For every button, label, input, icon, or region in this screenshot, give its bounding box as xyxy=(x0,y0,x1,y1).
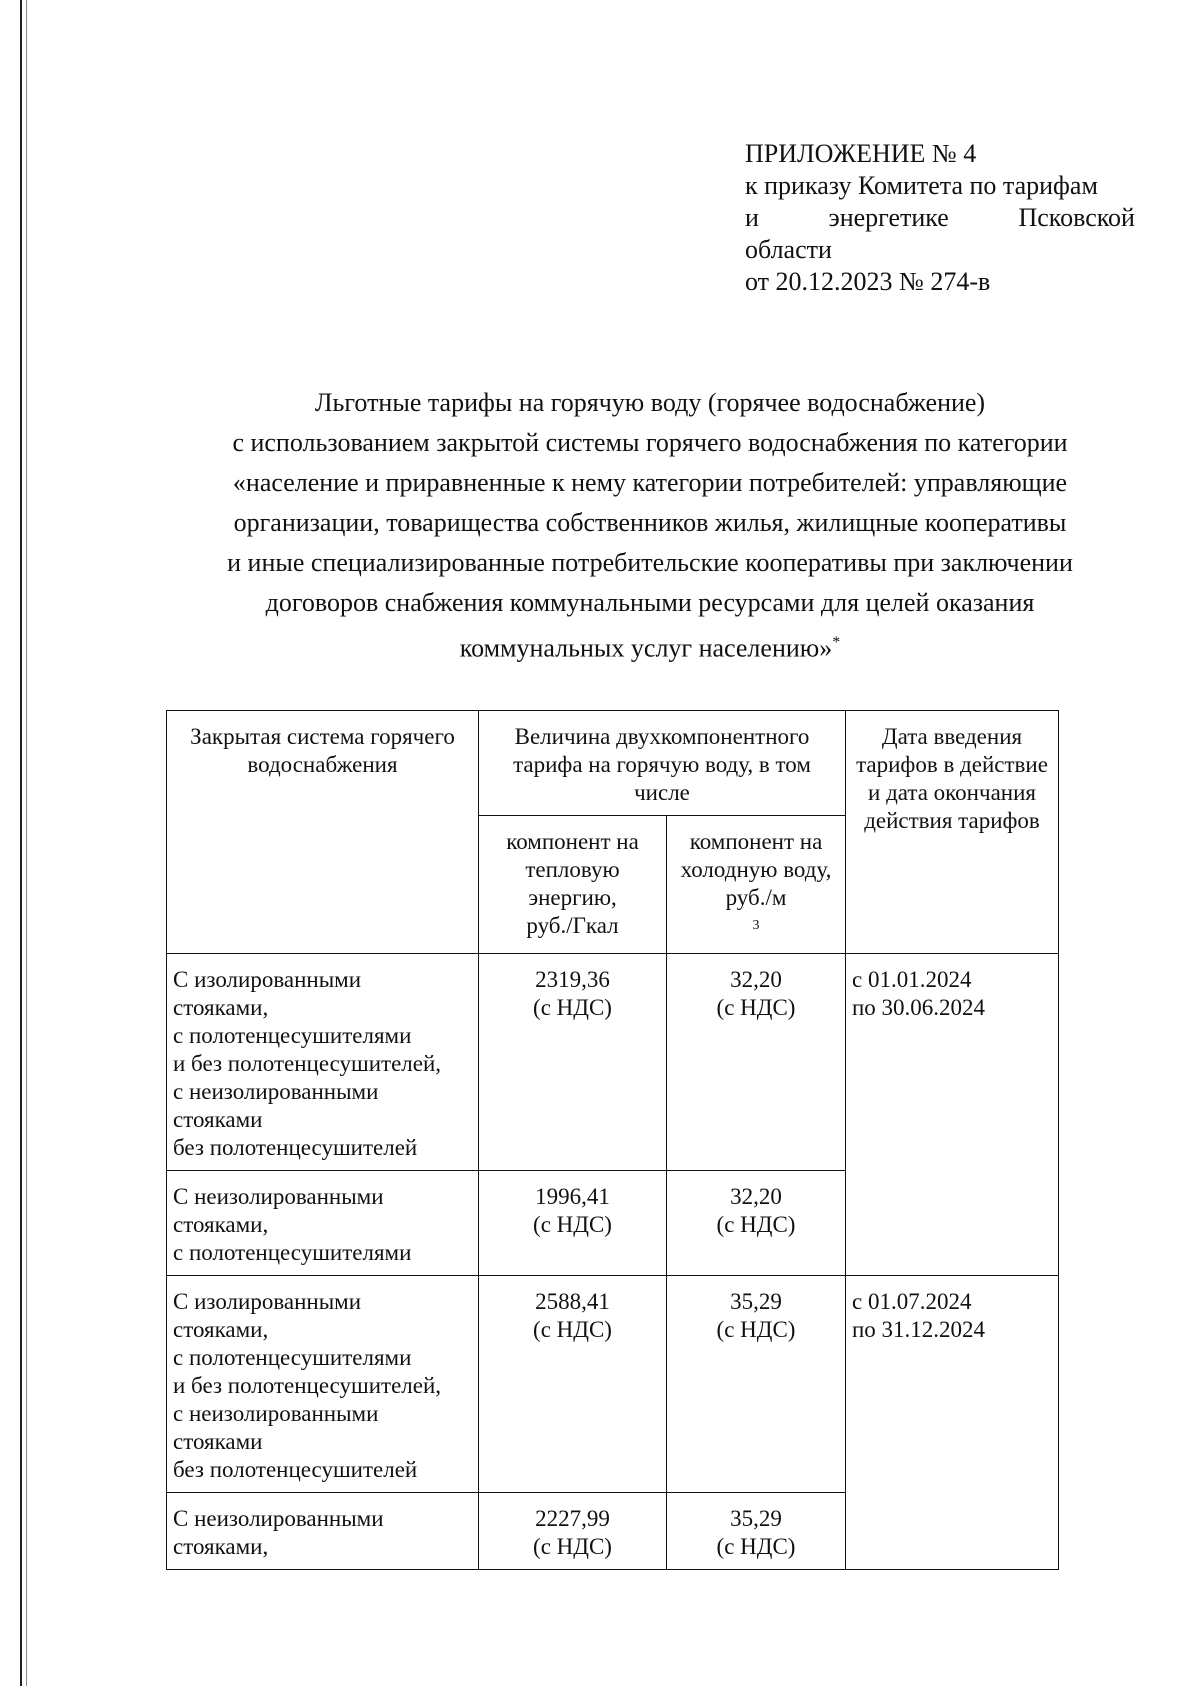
value-line: 1996,41 xyxy=(535,1183,610,1209)
desc-line: с полотенцесушителями xyxy=(173,1239,412,1265)
appendix-order-ref: к приказу Комитета по тарифам xyxy=(745,171,1098,200)
period-end: по 30.06.2024 xyxy=(852,994,986,1020)
desc-line: стояками, xyxy=(173,1533,269,1559)
document-title xyxy=(150,383,1150,669)
value-line: (с НДС) xyxy=(533,1211,612,1237)
desc-line: и без полотенцесушителей, xyxy=(173,1372,442,1398)
period-start: с 01.07.2024 xyxy=(852,1288,972,1314)
title-line xyxy=(150,623,1150,669)
title-line: договоров снабжения коммунальными ресурсами для целей оказания xyxy=(265,588,1035,617)
row-description xyxy=(167,1492,479,1569)
desc-line: С изолированными xyxy=(173,1288,362,1314)
value-line: 2227,99 xyxy=(535,1505,610,1531)
value-line: (с НДС) xyxy=(716,1316,796,1342)
header-cold-unit-sup: 3 xyxy=(752,918,760,933)
header-heat-component xyxy=(479,816,667,954)
table-header-row xyxy=(167,711,1059,816)
header-heat-line: компонент на xyxy=(506,829,639,854)
header-tariff: Величина двухкомпонентного тарифа на горячую воду, в том числе xyxy=(479,711,846,816)
value-line: (с НДС) xyxy=(533,1533,612,1559)
row-cold-value xyxy=(667,1170,846,1275)
tariff-table xyxy=(166,710,1059,1570)
period-cell xyxy=(846,953,1059,1275)
row-description xyxy=(167,953,479,1170)
row-description xyxy=(167,1275,479,1492)
desc-line: С изолированными xyxy=(173,966,362,992)
desc-line: С неизолированными xyxy=(173,1183,384,1209)
desc-line: с неизолированными xyxy=(173,1400,379,1426)
period-cell xyxy=(846,1275,1059,1569)
header-cold-line: компонент на xyxy=(689,829,823,854)
title-line: с использованием закрытой системы горячего водоснабжения по категории xyxy=(232,428,1068,457)
value-line: 32,20 xyxy=(730,1183,782,1209)
period-end: по 31.12.2024 xyxy=(852,1316,986,1342)
desc-line: с полотенцесушителями xyxy=(173,1022,412,1048)
title-line: «население и приравненные к нему категории потребителей: управляющие xyxy=(232,468,1068,497)
value-line: 35,29 xyxy=(730,1505,782,1531)
value-line: (с НДС) xyxy=(716,1211,796,1237)
desc-line: стояками, xyxy=(173,1211,269,1237)
value-line: 2588,41 xyxy=(535,1288,610,1314)
header-heat-line: руб./Гкал xyxy=(526,913,619,938)
header-cold-unit: руб./м xyxy=(725,885,787,910)
row-heat-value xyxy=(479,1275,667,1492)
value-line: (с НДС) xyxy=(533,994,612,1020)
header-date: Дата введения тарифов в действие и дата окончания действия тарифов xyxy=(846,711,1059,954)
value-line: (с НДС) xyxy=(716,1533,796,1559)
row-heat-value xyxy=(479,1492,667,1569)
appendix-committee-line xyxy=(745,202,1135,234)
appendix-block xyxy=(745,138,1135,298)
header-cold-component xyxy=(667,816,846,954)
page-edge-line-secondary xyxy=(26,0,27,1686)
title-line: и иные специализированные потребительские кооперативы при заключении xyxy=(227,548,1073,577)
appendix-region: области xyxy=(745,235,832,264)
value-line: 2319,36 xyxy=(535,966,610,992)
table-row xyxy=(167,953,1059,1170)
title-last-text: коммунальных услуг населению» xyxy=(459,633,833,663)
period-start: с 01.01.2024 xyxy=(852,966,972,992)
row-cold-value xyxy=(667,1492,846,1569)
title-line: Льготные тарифы на горячую воду (горячее водоснабжение) xyxy=(314,388,986,417)
page-edge-line xyxy=(20,0,22,1686)
row-description xyxy=(167,1170,479,1275)
desc-line: стояками, xyxy=(173,1316,269,1342)
appendix-word: и xyxy=(745,203,759,232)
desc-line: без полотенцесушителей xyxy=(173,1456,418,1482)
desc-line: с неизолированными xyxy=(173,1078,379,1104)
desc-line: стояками xyxy=(173,1428,263,1454)
desc-line: стояками xyxy=(173,1106,263,1132)
header-system: Закрытая система горячего водоснабжения xyxy=(167,711,479,954)
title-line: организации, товарищества собственников жилья, жилищные кооперативы xyxy=(233,508,1067,537)
desc-line: с полотенцесушителями xyxy=(173,1344,412,1370)
appendix-number: ПРИЛОЖЕНИЕ № 4 xyxy=(745,139,977,168)
desc-line: без полотенцесушителей xyxy=(173,1134,418,1160)
header-heat-line: тепловую xyxy=(525,857,620,882)
desc-line: С неизолированными xyxy=(173,1505,384,1531)
appendix-word: энергетике xyxy=(828,203,949,232)
header-cold-line xyxy=(673,884,839,945)
row-heat-value xyxy=(479,1170,667,1275)
value-line: (с НДС) xyxy=(533,1316,612,1342)
appendix-date-number: от 20.12.2023 № 274-в xyxy=(745,267,991,296)
table-row xyxy=(167,1275,1059,1492)
title-footnote-mark: * xyxy=(832,634,841,651)
row-cold-value xyxy=(667,953,846,1170)
appendix-word: Псковской xyxy=(1018,203,1135,232)
desc-line: и без полотенцесушителей, xyxy=(173,1050,442,1076)
value-line: (с НДС) xyxy=(716,994,796,1020)
desc-line: стояками, xyxy=(173,994,269,1020)
header-heat-line: энергию, xyxy=(528,885,617,910)
value-line: 35,29 xyxy=(730,1288,782,1314)
row-cold-value xyxy=(667,1275,846,1492)
header-cold-line: холодную воду, xyxy=(680,857,832,882)
row-heat-value xyxy=(479,953,667,1170)
value-line: 32,20 xyxy=(730,966,782,992)
